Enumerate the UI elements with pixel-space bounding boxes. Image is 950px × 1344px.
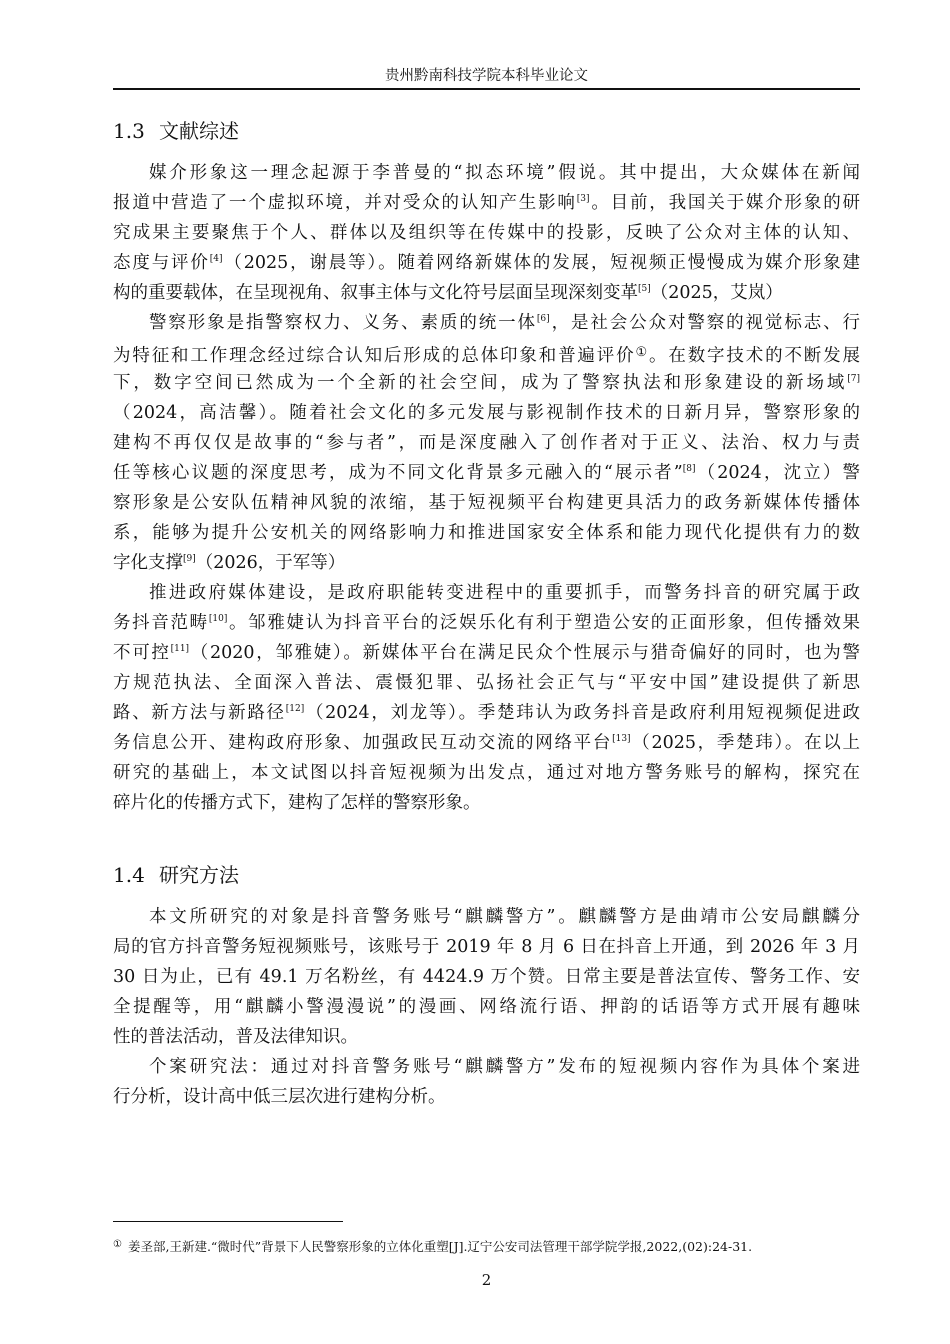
paragraph-line: 为特征和工作理念经过综合认知后形成的总体印象和普遍评价①。在数字技术的不断发展	[113, 345, 861, 366]
footnote-marker: ①	[113, 1239, 122, 1250]
paragraph-line: 态度与评价[4]（2025，谢晨等）。随着网络新媒体的发展，短视频正慢慢成为媒介形象建	[113, 253, 861, 273]
citation-ref: [7]	[847, 374, 860, 384]
citation-ref: [6]	[536, 314, 550, 324]
paragraph-line: 报道中营造了一个虚拟环境，并对受众的认知产生影响[3]。目前，我国关于媒介形象的研	[113, 193, 861, 213]
citation-ref: [8]	[682, 464, 696, 474]
paragraph-line: 系，能够为提升公安机关的网络影响力和推进国家安全体系和能力现代化提供有力的数	[113, 523, 860, 543]
paragraph-line: 警察形象是指警察权力、义务、素质的统一体[6]，是社会公众对警察的视觉标志、行	[149, 313, 861, 333]
page-number: 2	[481, 1271, 492, 1289]
paragraph-line: 媒介形象这一理念起源于李普曼的“拟态环境”假说。其中提出，大众媒体在新闻	[149, 163, 860, 183]
section-heading-1-4	[113, 861, 239, 889]
paragraph-line: 察形象是公安队伍精神风貌的浓缩，基于短视频平台构建更具活力的政务新媒体传播体	[113, 493, 860, 513]
citation-ref: [5]	[638, 284, 651, 294]
section-number: 1.3	[113, 119, 145, 143]
paragraph-line: 性的普法活动，普及法律知识。	[113, 1027, 358, 1047]
paragraph-line: 局的官方抖音警务短视频账号，该账号于 2019 年 8 月 6 日在抖音上开通，到 2026 年 3 月	[113, 937, 860, 957]
footnote	[113, 1237, 752, 1255]
header-rule	[113, 88, 860, 90]
paragraph-line: 任等核心议题的深度思考，成为不同文化背景多元融入的“展示者”[8]（2024，沈立）警	[113, 463, 860, 483]
paragraph-line: 研究的基础上，本文试图以抖音短视频为出发点，通过对地方警务账号的解构，探究在	[113, 763, 860, 783]
citation-ref: [4]	[209, 254, 223, 264]
paragraph-line: 30 日为止，已有 49.1 万名粉丝，有 4424.9 万个赞。日常主要是普法宣传、警务工作、安	[113, 967, 860, 987]
citation-ref: [10]	[208, 614, 228, 624]
paragraph-line: 下，数字空间已然成为一个全新的社会空间，成为了警察执法和形象建设的新场域[7]	[113, 373, 860, 393]
citation-ref: [13]	[612, 734, 631, 744]
section-title: 研究方法	[159, 863, 239, 887]
paragraph-line: 字化支撑[9]（2026，于军等）	[113, 553, 346, 573]
footnote-rule	[113, 1221, 343, 1222]
paragraph-line: 路、新方法与新路径[12]（2024，刘龙等）。季楚玮认为政务抖音是政府利用短视频促进政	[113, 703, 860, 723]
footnote-ref: ①	[635, 345, 649, 360]
paragraph-line: 构的重要载体，在呈现视角、叙事主体与文化符号层面呈现深刻变革[5]（2025，艾岚）	[113, 283, 783, 303]
paragraph-line: 务抖音范畴[10]。邹雅婕认为抖音平台的泛娱乐化有利于塑造公安的正面形象，但传播效果	[113, 613, 860, 633]
section-title: 文献综述	[159, 119, 239, 143]
paragraph-line: 不可控[11]（2020，邹雅婕）。新媒体平台在满足民众个性展示与猎奇偏好的同时，也为警	[113, 643, 860, 663]
citation-ref: [12]	[285, 704, 305, 714]
paragraph-line: 全提醒等，用“麒麟小警漫漫说”的漫画、网络流行语、押韵的话语等方式开展有趣味	[113, 997, 860, 1017]
paragraph-line: 建构不再仅仅是故事的“参与者”，而是深度融入了创作者对于正义、法治、权力与责	[113, 433, 860, 453]
paragraph-line: 碎片化的传播方式下，建构了怎样的警察形象。	[113, 793, 481, 813]
citation-ref: [3]	[576, 194, 590, 204]
paragraph-line: （2024，高洁馨）。随着社会文化的多元发展与影视制作技术的日新月异，警察形象的	[113, 403, 860, 423]
paragraph-line: 务信息公开、建构政府形象、加强政民互动交流的网络平台[13]（2025，季楚玮）。在以上	[113, 733, 860, 753]
citation-ref: [9]	[183, 554, 196, 564]
paragraph-line: 推进政府媒体建设，是政府职能转变进程中的重要抓手，而警务抖音的研究属于政	[149, 583, 860, 603]
paragraph-line: 本文所研究的对象是抖音警务账号“麒麟警方”。麒麟警方是曲靖市公安局麒麟分	[149, 907, 860, 927]
section-heading-1-3	[113, 117, 239, 145]
paragraph-line: 行分析，设计高中低三层次进行建构分析。	[113, 1087, 446, 1107]
paragraph-line: 方规范执法、全面深入普法、震慑犯罪、弘扬社会正气与“平安中国”建设提供了新思	[113, 673, 860, 693]
page-header: 贵州黔南科技学院本科毕业论文	[385, 68, 588, 84]
paragraph-line: 个案研究法：通过对抖音警务账号“麒麟警方”发布的短视频内容作为具体个案进	[149, 1057, 860, 1077]
footnote-text: 姜圣部,王新建.“微时代”背景下人民警察形象的立体化重塑[J].辽宁公安司法管理干部学院学报,2022,(02):24-31.	[127, 1239, 753, 1254]
section-number: 1.4	[113, 863, 145, 887]
paragraph-line: 究成果主要聚焦于个人、群体以及组织等在传媒中的投影，反映了公众对主体的认知、	[113, 223, 860, 243]
citation-ref: [11]	[170, 644, 190, 654]
